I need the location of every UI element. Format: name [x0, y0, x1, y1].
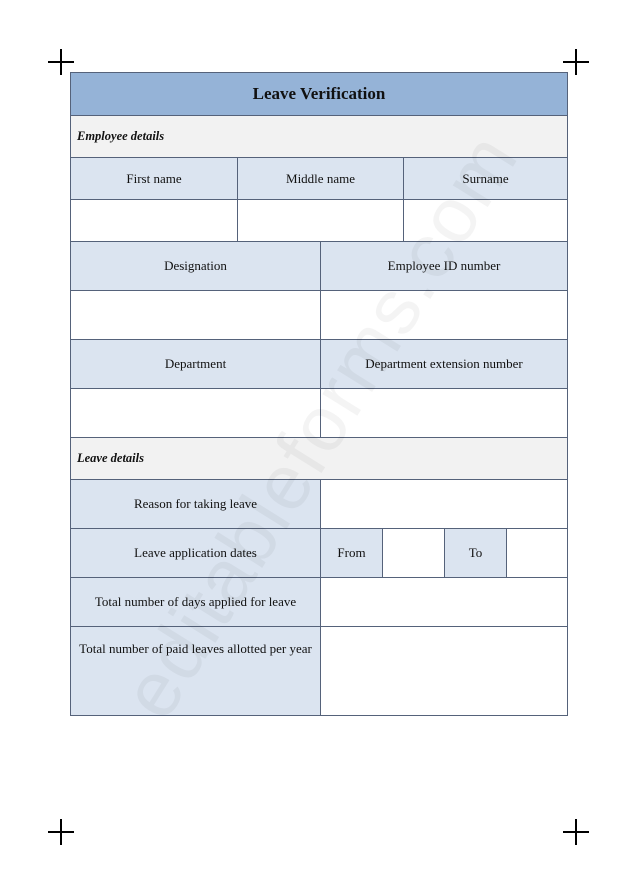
employee-id-field[interactable] — [320, 291, 567, 339]
total-days-field[interactable] — [320, 578, 567, 626]
total-days-row — [71, 577, 567, 626]
total-days-label: Total number of days applied for leave — [71, 578, 320, 626]
crop-mark-bottom-right — [563, 819, 589, 845]
to-date-field[interactable] — [506, 529, 567, 577]
name-labels-row — [71, 157, 567, 199]
employee-details-header — [71, 115, 567, 157]
leave-details-header — [71, 437, 567, 479]
employee-id-label: Employee ID number — [320, 242, 567, 290]
middle-name-field[interactable] — [237, 200, 403, 241]
form-title-row — [71, 73, 567, 115]
paid-leaves-field[interactable] — [320, 627, 567, 715]
department-fields-row — [71, 388, 567, 437]
surname-field[interactable] — [403, 200, 567, 241]
department-ext-field[interactable] — [320, 389, 567, 437]
from-label: From — [320, 529, 382, 577]
crop-mark-bottom-left — [48, 819, 74, 845]
department-labels-row — [71, 339, 567, 388]
dates-row — [71, 528, 567, 577]
form-title: Leave Verification — [252, 84, 386, 103]
department-ext-label: Department extension number — [320, 340, 567, 388]
surname-label: Surname — [403, 158, 567, 199]
first-name-field[interactable] — [71, 200, 237, 241]
paid-leaves-row — [71, 626, 567, 715]
leave-verification-form — [70, 72, 568, 716]
designation-fields-row — [71, 290, 567, 339]
reason-row — [71, 479, 567, 528]
employee-details-label: Employee details — [77, 129, 165, 143]
reason-label: Reason for taking leave — [71, 480, 320, 528]
from-date-field[interactable] — [382, 529, 444, 577]
dates-label: Leave application dates — [71, 529, 320, 577]
paid-leaves-label: Total number of paid leaves allotted per year — [71, 627, 320, 715]
first-name-label: First name — [71, 158, 237, 199]
designation-labels-row — [71, 241, 567, 290]
leave-details-label: Leave details — [77, 451, 144, 465]
name-fields-row — [71, 199, 567, 241]
designation-label: Designation — [71, 242, 320, 290]
middle-name-label: Middle name — [237, 158, 403, 199]
department-field[interactable] — [71, 389, 320, 437]
to-label: To — [444, 529, 506, 577]
department-label: Department — [71, 340, 320, 388]
designation-field[interactable] — [71, 291, 320, 339]
reason-field[interactable] — [320, 480, 567, 528]
